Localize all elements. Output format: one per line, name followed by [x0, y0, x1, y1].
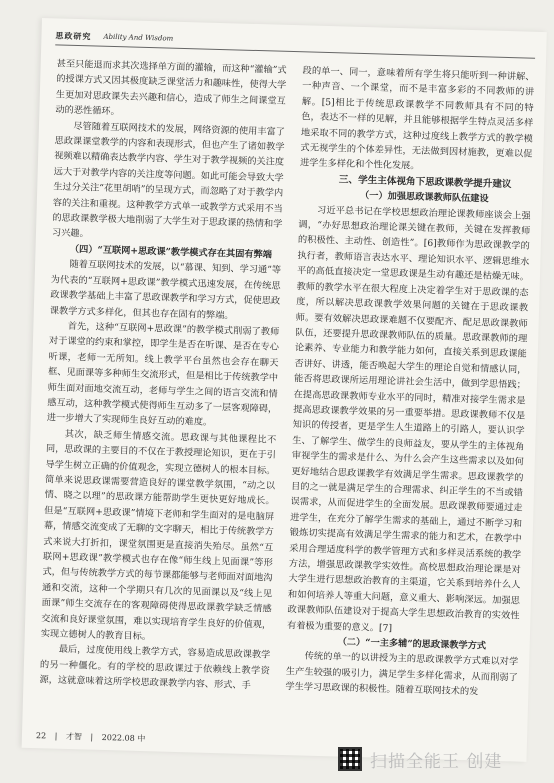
footer-separator: | — [90, 732, 94, 742]
body-paragraph: 首先，这种“互联网+思政课”的教学模式削弱了教师对于课堂的约束和掌控，即学生是否在听课、是否在专心听课，老师一无所知。线上教学平台虽然也会存在聊天框、见面课等多种师生交流形式，但是相比于传统教学中师生面对面地交流互动，老师与学生之间的语言交流和情感互动，这种教学模式使得师生互动多了一层客观障碍，进一步增大了实现师生良好互动的难度。 — [46, 320, 280, 429]
page-sheet — [22, 18, 547, 762]
body-paragraph: 段的单一、同一，意味着所有学生将只能听到一种讲解、一种声音、一个课堂，而不是丰富多彩的不同教师的讲解。[5]相比于传统思政课教学不同教师具有不同的特色，表达不一样的见解，并且能够根据学生特点灵活多样地采取不同的教学方式，这种过度线上教学方式的教学模式无视学生的个体差异性，无法做到因材施教，更难以促进学生多样化和个性化发展。 — [299, 65, 535, 173]
body-paragraph: 尽管随着互联网技术的发展，网络资源的使用丰富了思政课课堂教学的内容和表现形式，但也产生了诸如教学视频难以精确表达教学内容、学生对于教学视频的关注度远大于对教学内容的关注度等问题。如此可能会导致大学生过分关注“花里胡哨”的呈现方式，而忽略了对于教学内容的关注和重视。这种教学方式单一或教学方式采用不当的思政课教学极大地削弱了大学生对于思政课的热情和学习兴趣。 — [51, 120, 286, 240]
section-heading: 三、学生主体视角下思政课教学提升建议 — [338, 174, 512, 191]
body-paragraph: 随着互联网技术的发展，以“慕课、知到、学习通”等为代表的“互联网+思政课”教学模式迅速发展，在传统思政课教学基础上丰富了思政课教学和学习方式，促使思政课教学方式多样化，但其也存在固有的弊端。 — [49, 259, 282, 321]
journal-name: 才智 — [65, 731, 83, 742]
body-paragraph: 最后，过度使用线上教学方式，容易造成思政课教学的另一种僵化。有的学校的思政课过于依赖线上教学资源，这就意味着这所学校思政课教学内容、形式、手 — [39, 644, 271, 692]
page-footer — [36, 730, 152, 744]
body-paragraph: 其次，缺乏师生情感交流。思政课与其他课程比不同，思政课的主要目的不仅在于教授理论知识，更在于引导学生树立正确的价值观念，实现立德树人的根本目标。简单来说思政课需要营造良好的课堂教学氛围，“动之以情、晓之以理”的思政课方能帮助学生更快更好地成长。但是“互联网+思政课”情境下老师和学生面对的是电脑屏幕，情感交流变成了无聊的文字聊天，相比于传统教学方式来说大打折扣，课堂氛围更是直接消失殆尽。虽然“互联网+思政课”教学模式也存在像“师生线上见面课”等形式，但与传统教学方式的每节课都能够与老师面对面地沟通和交流，这种一个学期只有几次的见面课以及“线上见面课”师生交流存在的客观障碍使得思政课教学缺乏情感交流和良好课堂氛围，难以实现培育学生良好的价值观，实现立德树人的教育目标。 — [40, 428, 277, 643]
footer-separator: | — [54, 731, 58, 741]
subsection-heading: （二）“一主多辅”的思政课教学方式 — [337, 636, 487, 652]
scanner-watermark — [338, 743, 543, 775]
subsection-heading: （一）加强思政课教师队伍建设 — [359, 190, 489, 205]
body-paragraph: 传统的单一的以讲授为主的思政课教学方式难以对学生产生较强的吸引力，满足学生多样化需求，从而削弱了学生学习思政课的积极性。随着互联网技术的发 — [285, 651, 519, 698]
journal-english-name: Ability And Wisdom — [103, 32, 174, 43]
running-header — [55, 30, 535, 58]
subsection-heading: （四）“互联网+思政课”教学模式存在其固有弊端 — [69, 243, 273, 261]
watermark-text: 扫描全能王 创建 — [370, 751, 503, 772]
body-paragraph: 习近平总书记在学校思想政治理论课教师座谈会上强调，“办好思想政治理论课关键在教师，关键在发挥教师的积极性、主动性、创造性”。[6]教师作为思政课教学的执行者，教师语言表达水平、理论知识水平、逻辑思维水平的高低直接决定一堂思政课是生动有趣还是枯燥无味。教师的教学水平在很大程度上决定着学生对于思政课的态度，所以解决思政课教学效果问题的关键在于思政课教师。要有效解决思政课难题不仅要配齐、配足思政课教师队伍，还要提升思政课教师队伍的质量。思政课教师的理论素养、专业能力和教学能力如何，直接关系到思政课能否讲好、讲透，能否唤起大学生的理论自觉和情感认同，能否将思政课所运用理论讲社会生活中，做到学思悟践；在提高思政课教师专业水平的同时，精准对接学生需求是提高思政课教学效果的另一重要举措。思政课教师不仅是知识的传授者，更是学生人生道路上的引路人，要认识学生、了解学生、做学生的良师益友，要从学生的主体视角审视学生的需求是什么、为什么会产生这些需求以及如何更好地结合思政课教学有效满足学生需求。思政课教学的目的之一就是满足学生的合理需求、纠正学生的不当或错误需求，从而促进学生的全面发展。思政课教师要通过走进学生，在充分了解学生需求的基础上，通过不断学习和锻炼切实提高有效满足学生需求的能力和艺术，在教学中采用合理适度科学的教学管理方式和多样灵活系统的教学方法，增强思政课教学实效性。高校思想政治理论课是对大学生进行思想政治教育的主渠道，它关系到培养什么人和如何培养人等重大问题，意义重大、影响深远。加强思政课教师队伍建设对于提高大学生思想政治教育的实效性有着极为重要的意义。[7] — [286, 204, 531, 634]
right-text-column — [285, 63, 535, 701]
page-number: 22 — [35, 731, 47, 741]
body-paragraph: 甚至只能退而求其次选择单方面的灌输，而这种“灌输”式的授课方式又因其极度缺乏课堂活力和趣味性，使得大学生更加对思政课失去兴趣和信心，造成了师生之间课堂互动的恶性循环。 — [55, 58, 287, 118]
qr-code-icon — [338, 747, 362, 771]
issue-label: 2022.08 中 — [101, 732, 146, 744]
section-tag: 思政研究 — [55, 30, 92, 42]
left-text-column — [39, 56, 287, 694]
